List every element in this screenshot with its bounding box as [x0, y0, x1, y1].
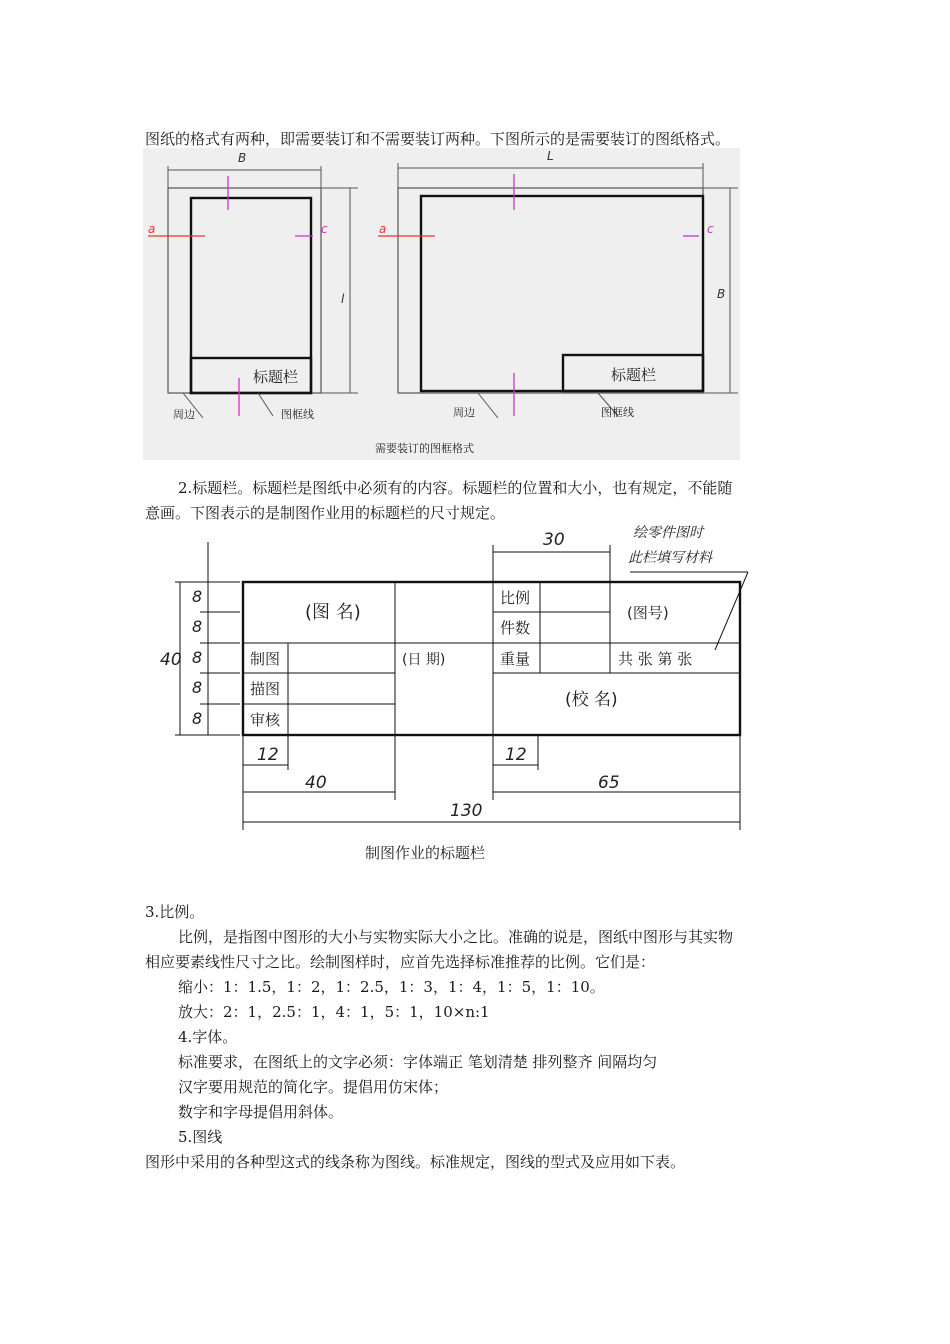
- frame-line-label: 图框线: [601, 406, 634, 419]
- weight-cell: 重量: [500, 650, 531, 668]
- title-block-label: 标题栏: [611, 366, 657, 384]
- scale-cell: 比例: [500, 589, 531, 607]
- figure1-caption: 需要装订的图框格式: [375, 442, 474, 455]
- p2-line1: 2.标题栏。标题栏是图纸中必须有的内容。标题栏的位置和大小，也有规定，不能随: [178, 479, 733, 497]
- drawing-no-cell: (图号): [627, 604, 669, 622]
- note-line1: 绘零件图时: [633, 525, 703, 541]
- sheets-cell: 共 张 第 张: [618, 650, 693, 668]
- dim-l-label: L: [547, 149, 554, 163]
- note-line2: 此栏填写材料: [628, 550, 712, 566]
- figure2-caption: 制图作业的标题栏: [365, 844, 486, 862]
- dim-30-label: 30: [543, 530, 565, 550]
- dim-c-label: c: [321, 222, 328, 236]
- p5-line1: 图形中采用的各种型这式的线条称为图线。标准规定，图线的型式及应用如下表。: [145, 1153, 686, 1171]
- dim-a-label: a: [148, 222, 156, 236]
- p4-heading: 4.字体。: [178, 1028, 238, 1046]
- edge-label: 周边: [453, 406, 475, 419]
- dim-a-label: a: [379, 222, 387, 236]
- dim-8-label: 8: [192, 587, 203, 606]
- row-dimension-labels: [192, 587, 202, 728]
- dim-c-label: c: [707, 222, 714, 236]
- dim-8-label: 8: [192, 648, 203, 667]
- p4-line3: 数字和字母提倡用斜体。: [178, 1103, 344, 1121]
- dim-12-label: 12: [505, 745, 527, 765]
- checked-cell: 审核: [250, 711, 281, 729]
- dim-b-label: B: [238, 151, 247, 165]
- p3-line2: 相应要素线性尺寸之比。绘制图样时，应首先选择标准推荐的比例。它们是：: [145, 953, 656, 971]
- drawing-name-cell: (图 名): [305, 602, 361, 623]
- dim-small-l-label: l: [341, 292, 345, 306]
- title-block-figure: [140, 520, 780, 870]
- edge-label: 周边: [173, 408, 195, 421]
- p3-line1: 比例，是指图中图形的大小与实物实际大小之比。准确的说是，图纸中图形与其实物: [178, 928, 734, 946]
- date-cell: (日 期): [402, 652, 446, 668]
- frame-format-figure: [143, 148, 740, 460]
- p3-reduce: 缩小：1：1.5，1：2，1：2.5，1：3，1：4，1：5，1：10。: [178, 978, 605, 996]
- dim-8-label: 8: [192, 678, 203, 697]
- dim-b-side-label: B: [717, 287, 726, 301]
- school-cell: (校 名): [565, 690, 618, 710]
- p4-line2: 汉字要用规范的简化字。提倡用仿宋体；: [178, 1078, 449, 1096]
- drawn-cell: 制图: [250, 650, 281, 668]
- count-cell: 件数: [500, 619, 531, 637]
- dim-40-label: 40: [305, 773, 327, 793]
- intro-paragraph: 图纸的格式有两种，即需要装订和不需要装订两种。下图所示的是需要装订的图纸格式。: [145, 130, 731, 148]
- dim-65-label: 65: [598, 773, 620, 793]
- dim-40-vertical-label: 40: [160, 650, 182, 670]
- p4-line1: 标准要求，在图纸上的文字必须：字体端正 笔划清楚 排列整齐 间隔均匀: [178, 1053, 658, 1071]
- p3-enlarge: 放大：2：1，2.5：1，4：1，5：1，10×n:1: [178, 1003, 490, 1021]
- dim-8-label: 8: [192, 709, 203, 728]
- dim-12-label: 12: [257, 745, 279, 765]
- dim-130-label: 130: [450, 801, 483, 821]
- frame-line-label: 图框线: [281, 408, 314, 421]
- p3-heading: 3.比例。: [145, 903, 205, 921]
- p5-heading: 5.图线: [178, 1128, 223, 1146]
- p2-line2: 意画。下图表示的是制图作业用的标题栏的尺寸规定。: [145, 504, 506, 522]
- title-block-label: 标题栏: [253, 368, 299, 386]
- traced-cell: 描图: [250, 680, 281, 698]
- dim-8-label: 8: [192, 617, 203, 636]
